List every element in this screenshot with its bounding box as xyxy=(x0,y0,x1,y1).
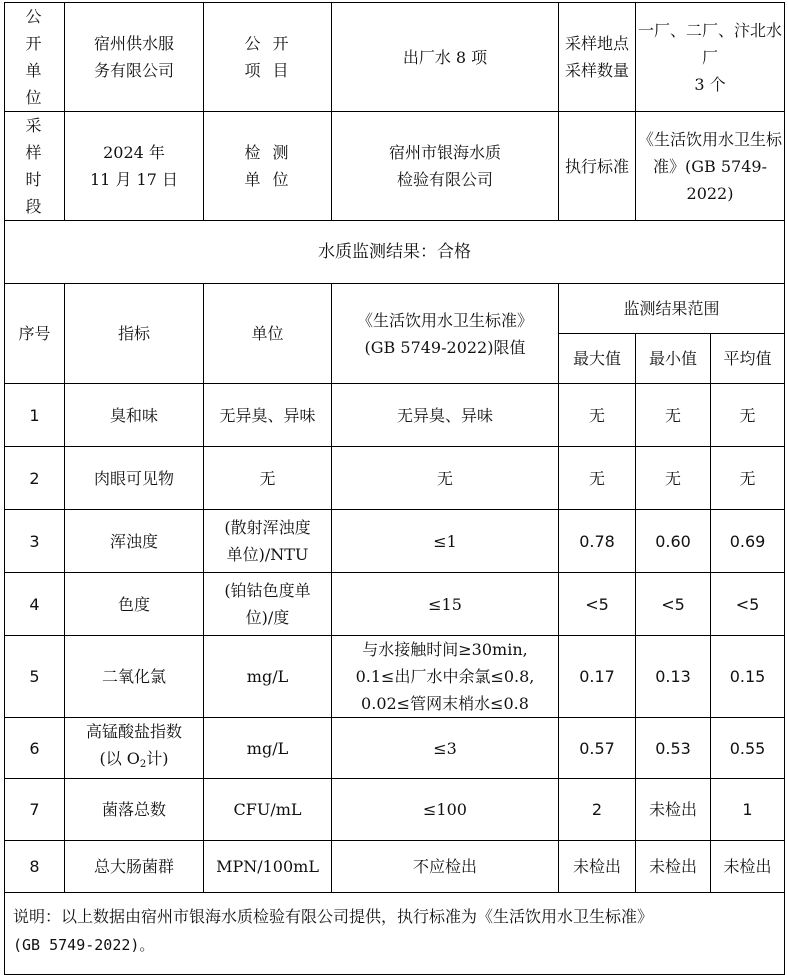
lab-label: 检测 单位 xyxy=(204,112,332,221)
table-row xyxy=(5,384,785,447)
unit-label: 公开 单位 xyxy=(5,3,65,112)
project-value: 出厂水 8 项 xyxy=(332,3,559,112)
row-min: 0.60 xyxy=(636,510,711,573)
row-avg: 0.55 xyxy=(711,718,785,779)
lab-value: 宿州市银海水质 检验有限公司 xyxy=(332,112,559,221)
col-min: 最小值 xyxy=(636,334,711,384)
col-indicator: 指标 xyxy=(65,284,204,384)
table-row xyxy=(5,779,785,841)
row-avg: 无 xyxy=(711,384,785,447)
row-unit: (铂钴色度单 位)/度 xyxy=(204,573,332,636)
result-line: 水质监测结果：合格 xyxy=(5,221,785,284)
row-limit: ≤1 xyxy=(332,510,559,573)
row-min: 未检出 xyxy=(636,841,711,893)
row-limit: 无异臭、异味 xyxy=(332,384,559,447)
row-indicator: 总大肠菌群 xyxy=(65,841,204,893)
standard-label: 执行标准 xyxy=(559,112,636,221)
row-max: 未检出 xyxy=(559,841,636,893)
note-line-1: 说明：以上数据由宿州市银海水质检验有限公司提供，执行标准为《生活饮用水卫生标准》 xyxy=(13,907,654,926)
row-indicator: 色度 xyxy=(65,573,204,636)
table-row xyxy=(5,447,785,510)
row-unit: 无 xyxy=(204,447,332,510)
table-row xyxy=(5,841,785,893)
row-min: <5 xyxy=(636,573,711,636)
row-index: 3 xyxy=(5,510,65,573)
table-row xyxy=(5,636,785,718)
row-unit: mg/L xyxy=(204,636,332,718)
col-range: 监测结果范围 xyxy=(559,284,785,334)
unit-value: 宿州供水服 务有限公司 xyxy=(65,3,204,112)
site-label: 采样地点 采样数量 xyxy=(559,3,636,112)
period-value: 2024 年 11 月 17 日 xyxy=(65,112,204,221)
row-index: 5 xyxy=(5,636,65,718)
note-line-2: (GB 5749-2022)。 xyxy=(13,936,155,954)
row-indicator: 菌落总数 xyxy=(65,779,204,841)
col-max: 最大值 xyxy=(559,334,636,384)
row-avg: 未检出 xyxy=(711,841,785,893)
row-index: 6 xyxy=(5,718,65,779)
col-index: 序号 xyxy=(5,284,65,384)
note-row xyxy=(5,893,785,975)
row-indicator: 高锰酸盐指数 (以 $O_2$计) xyxy=(65,718,204,779)
table-row xyxy=(5,510,785,573)
row-limit: ≤15 xyxy=(332,573,559,636)
row-avg: 0.69 xyxy=(711,510,785,573)
row-index: 4 xyxy=(5,573,65,636)
row-max: 无 xyxy=(559,447,636,510)
row-unit: mg/L xyxy=(204,718,332,779)
row-limit: ≤100 xyxy=(332,779,559,841)
row-index: 2 xyxy=(5,447,65,510)
row-max: 0.57 xyxy=(559,718,636,779)
row-unit: CFU/mL xyxy=(204,779,332,841)
col-unit: 单位 xyxy=(204,284,332,384)
row-max: 无 xyxy=(559,384,636,447)
row-index: 7 xyxy=(5,779,65,841)
row-min: 无 xyxy=(636,384,711,447)
row-limit: 不应检出 xyxy=(332,841,559,893)
row-min: 0.53 xyxy=(636,718,711,779)
row-avg: 0.15 xyxy=(711,636,785,718)
period-label: 采样 时段 xyxy=(5,112,65,221)
row-min: 未检出 xyxy=(636,779,711,841)
row-unit: MPN/100mL xyxy=(204,841,332,893)
site-value: 一厂、二厂、汴北水厂 3 个 xyxy=(636,3,785,112)
standard-value: 《生活饮用水卫生标 准》(GB 5749-2022) xyxy=(636,112,785,221)
row-max: <5 xyxy=(559,573,636,636)
note xyxy=(5,893,785,975)
row-indicator: 浑浊度 xyxy=(65,510,204,573)
row-indicator: 臭和味 xyxy=(65,384,204,447)
result-row xyxy=(5,221,785,284)
row-indicator: 二氧化氯 xyxy=(65,636,204,718)
row-limit: 与水接触时间≥30min, 0.1≤出厂水中余氯≤0.8, 0.02≤管网末梢水≤0.8 xyxy=(332,636,559,718)
header-row-sampling xyxy=(5,112,785,221)
row-min: 无 xyxy=(636,447,711,510)
col-limit: 《生活饮用水卫生标准》 (GB 5749-2022)限值 xyxy=(332,284,559,384)
water-quality-report-table xyxy=(4,2,785,975)
data-rows xyxy=(5,384,785,893)
row-max: 0.78 xyxy=(559,510,636,573)
col-avg: 平均值 xyxy=(711,334,785,384)
table-row xyxy=(5,718,785,779)
row-avg: 1 xyxy=(711,779,785,841)
row-avg: <5 xyxy=(711,573,785,636)
row-max: 0.17 xyxy=(559,636,636,718)
row-limit: 无 xyxy=(332,447,559,510)
table-row xyxy=(5,573,785,636)
column-header-row xyxy=(5,284,785,334)
project-label: 公开 项目 xyxy=(204,3,332,112)
row-min: 0.13 xyxy=(636,636,711,718)
row-avg: 无 xyxy=(711,447,785,510)
row-unit: (散射浑浊度 单位)/NTU xyxy=(204,510,332,573)
row-max: 2 xyxy=(559,779,636,841)
row-indicator: 肉眼可见物 xyxy=(65,447,204,510)
row-index: 1 xyxy=(5,384,65,447)
row-index: 8 xyxy=(5,841,65,893)
row-limit: ≤3 xyxy=(332,718,559,779)
row-unit: 无异臭、异味 xyxy=(204,384,332,447)
header-row-publication xyxy=(5,3,785,112)
